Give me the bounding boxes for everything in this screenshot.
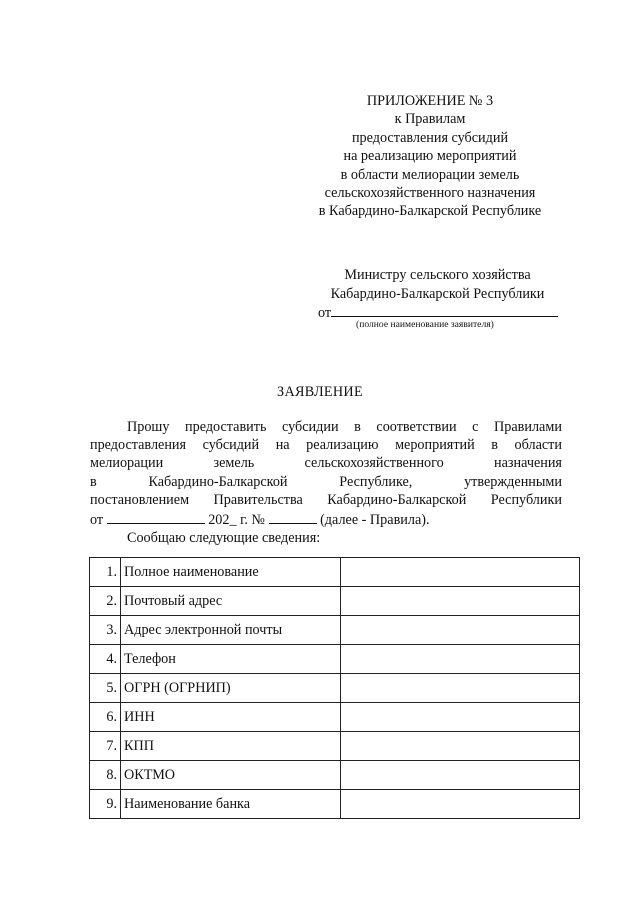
- applicant-name-blank[interactable]: [331, 302, 558, 317]
- appendix-line: на реализацию мероприятий: [343, 148, 517, 165]
- from-prefix: от: [318, 305, 332, 321]
- body-word: Кабардино-Балкарской: [148, 473, 288, 490]
- body-line: [90, 418, 562, 436]
- body-word: реализацию: [306, 437, 379, 454]
- row-value-cell[interactable]: [341, 761, 580, 790]
- row-label: ОКТМО: [121, 761, 341, 790]
- body-word: мероприятий: [395, 437, 475, 454]
- row-number: 5.: [90, 674, 121, 703]
- body-word: области: [514, 437, 562, 454]
- table-row: [90, 703, 580, 732]
- table-row: [90, 674, 580, 703]
- body-word: субсидий: [202, 437, 260, 454]
- body-line: [90, 436, 562, 454]
- body-word: Кабардино-Балкарской: [327, 491, 467, 508]
- row-number: 9.: [90, 790, 121, 819]
- body-word: постановлением: [90, 491, 190, 508]
- body-word: Правительства: [213, 491, 303, 508]
- row-value-cell[interactable]: [341, 645, 580, 674]
- body-word: сельскохозяйственного: [304, 455, 444, 472]
- table-row: [90, 761, 580, 790]
- row-number: 7.: [90, 732, 121, 761]
- body-word: утвержденными: [464, 473, 562, 490]
- row-number: 4.: [90, 645, 121, 674]
- applicant-name-caption: (полное наименование заявителя): [356, 319, 494, 330]
- info-lead-line: Сообщаю следующие сведения:: [127, 530, 321, 547]
- body-word: предоставления: [90, 437, 187, 454]
- body-word: Республике,: [339, 473, 413, 490]
- regulation-date-line: [90, 509, 562, 529]
- addressee-block: [300, 266, 575, 303]
- table-row: [90, 558, 580, 587]
- row-label: Полное наименование: [121, 558, 341, 587]
- row-number: 3.: [90, 616, 121, 645]
- body-word: соответствии: [376, 419, 457, 435]
- body-word: субсидии: [282, 419, 339, 435]
- addressee-line: Министру сельского хозяйства: [344, 267, 531, 283]
- row-number: 1.: [90, 558, 121, 587]
- row-value-cell[interactable]: [341, 732, 580, 761]
- row-number: 6.: [90, 703, 121, 732]
- appendix-header: [300, 92, 560, 221]
- row-label: Адрес электронной почты: [121, 616, 341, 645]
- body-word: Правилами: [494, 419, 562, 435]
- row-label: Почтовый адрес: [121, 587, 341, 616]
- year-text: 202_ г. №: [208, 512, 265, 529]
- appendix-line: предоставления субсидий: [351, 129, 509, 146]
- addressee-line: Кабардино-Балкарской Республики: [330, 285, 545, 302]
- application-body: [90, 418, 562, 547]
- appendix-line: сельскохозяйственного назначения: [324, 185, 536, 202]
- row-number: 2.: [90, 587, 121, 616]
- table-row: [90, 790, 580, 819]
- body-word: в: [354, 419, 361, 435]
- body-word: земель: [213, 455, 255, 472]
- body-line: [90, 454, 562, 472]
- row-label: ИНН: [121, 703, 341, 732]
- row-value-cell[interactable]: [341, 674, 580, 703]
- body-word: в: [90, 473, 97, 490]
- regulation-number-blank[interactable]: [269, 509, 317, 524]
- body-word: предоставить: [185, 419, 267, 435]
- row-label: ОГРН (ОГРНИП): [121, 674, 341, 703]
- row-number: 8.: [90, 761, 121, 790]
- row-value-cell[interactable]: [341, 790, 580, 819]
- table-row: [90, 616, 580, 645]
- row-label: Телефон: [121, 645, 341, 674]
- body-line: [90, 491, 562, 509]
- body-word: Республики: [490, 491, 562, 508]
- body-word: на: [275, 437, 290, 454]
- body-line: [90, 473, 562, 491]
- table-row: [90, 645, 580, 674]
- appendix-line: ПРИЛОЖЕНИЕ № 3: [366, 93, 494, 109]
- body-word: назначения: [494, 455, 562, 472]
- table-row: [90, 587, 580, 616]
- table-row: [90, 732, 580, 761]
- body-word: мелиорации: [90, 455, 164, 472]
- row-value-cell[interactable]: [341, 558, 580, 587]
- row-label: КПП: [121, 732, 341, 761]
- body-word: Прошу: [127, 419, 170, 435]
- row-label: Наименование банка: [121, 790, 341, 819]
- rules-reference: (далее - Правила).: [320, 512, 430, 529]
- row-value-cell[interactable]: [341, 587, 580, 616]
- row-value-cell[interactable]: [341, 703, 580, 732]
- row-value-cell[interactable]: [341, 616, 580, 645]
- date-prefix: от: [90, 512, 104, 529]
- document-title: ЗАЯВЛЕНИЕ: [277, 384, 363, 400]
- appendix-line: к Правилам: [394, 111, 466, 128]
- body-word: в: [491, 437, 498, 454]
- body-word: с: [472, 419, 479, 435]
- appendix-line: в области мелиорации земель: [340, 166, 520, 183]
- regulation-date-blank[interactable]: [107, 509, 205, 524]
- appendix-line: в Кабардино-Балкарской Республике: [318, 203, 542, 220]
- applicant-info-table: [89, 557, 580, 819]
